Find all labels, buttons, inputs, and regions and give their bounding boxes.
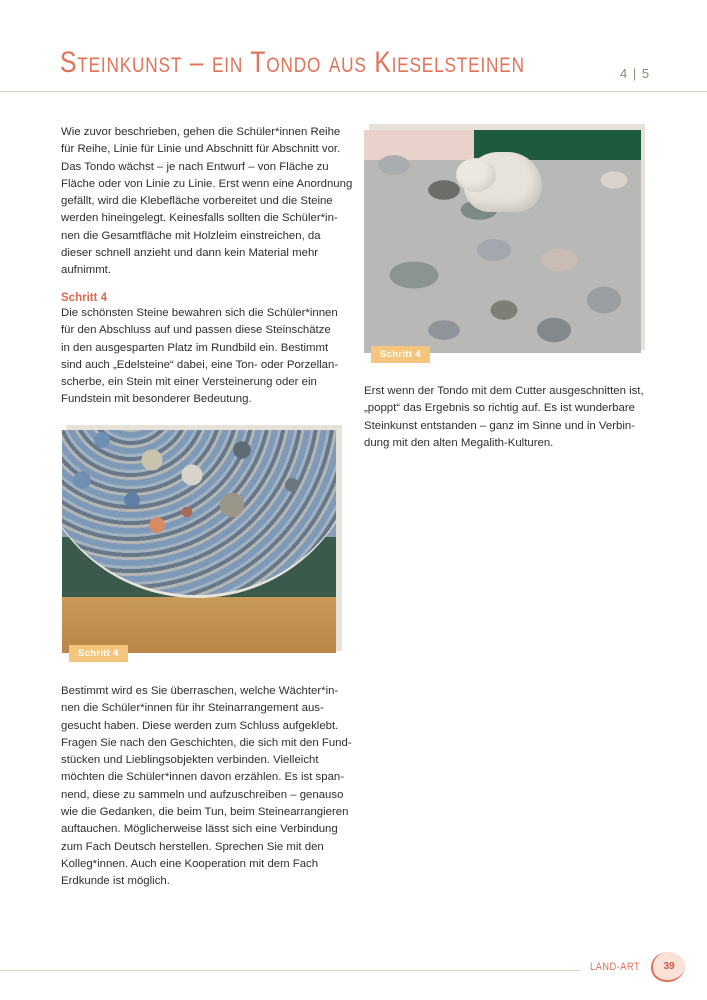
text-line: Fragen Sie nach den Geschichten, die sich mit den Fund- — [61, 736, 352, 749]
text-line: dung mit den alten Megalith-Kulturen. — [364, 436, 554, 449]
hippo-figurine-head — [456, 158, 496, 192]
right-paragraph — [364, 383, 644, 452]
text-line: nen die Gesamtfläche mit Holzleim einstreichen, da — [61, 229, 321, 242]
text-line: aufnimmt. — [61, 264, 112, 277]
page-number-badge — [651, 952, 685, 982]
text-line: für Reihe, Linie für Linie und Abschnitt für Abschnitt vor. — [61, 143, 341, 156]
step-heading: Schritt 4 — [61, 292, 108, 304]
text-line: stücken und Lieblingsobjekten verbinden. Vielleicht — [61, 754, 319, 767]
tondo-photo — [62, 430, 336, 653]
text-line: Fundstein mit besonderer Bedeutung. — [61, 393, 252, 406]
text-line: gesucht haben. Diese werden zum Schluss aufgeklebt. — [61, 719, 339, 732]
text-line: Steinkunst entstanden – ganz im Sinne und in Verbin- — [364, 419, 636, 432]
text-line: „poppt“ das Ergebnis so richtig auf. Es ist wunderbare — [364, 402, 635, 415]
step-badge: Schritt 4 — [69, 645, 128, 662]
text-line: Fläche oder von Linie zu Linie. Erst wenn eine Anordnung — [61, 177, 353, 190]
page-indicator: 4 | 5 — [620, 66, 651, 81]
text-line: Das Tondo wächst – je nach Entwurf – von Fläche zu — [61, 160, 329, 173]
text-line: nen die Schüler*innen für ihr Steinarrangement aus- — [61, 702, 324, 715]
text-line: sind auch „Edelsteine“ dabei, eine Ton- oder Porzellan- — [61, 358, 339, 371]
text-line: für den Abschluss auf und passen diese Steinschätze — [61, 324, 331, 337]
text-line: Die schönsten Steine bewahren sich die Schüler*innen — [61, 307, 338, 319]
closing-paragraph — [61, 683, 352, 891]
step-badge: Schritt 4 — [371, 346, 430, 363]
text-line: möchten die Schüler*innen davon erzählen. Es ist span- — [61, 771, 345, 784]
page-number: 39 — [663, 960, 675, 972]
step-paragraph — [61, 305, 338, 409]
section-label: LAND-ART — [590, 961, 640, 973]
text-line: zum Fach Deutsch herstellen. Sprechen Sie mit den — [61, 840, 324, 853]
header-divider — [0, 91, 707, 92]
text-line: in den ausgesparten Platz im Rundbild ein. Bestimmt — [61, 341, 329, 354]
text-line: Erst wenn der Tondo mit dem Cutter ausgeschnitten ist, — [364, 385, 644, 397]
text-line: werden hineingelegt. Keinesfalls sollten die Schüler*in- — [61, 212, 338, 225]
text-line: Bestimmt wird es Sie überraschen, welche Wächter*in- — [61, 685, 339, 697]
text-line: Kolleg*innen. Auch eine Kooperation mit dem Fach — [61, 857, 319, 870]
text-line: Wie zuvor beschrieben, gehen die Schüler*innen Reihe — [61, 126, 341, 138]
text-line: Erdkunde ist möglich. — [61, 875, 170, 888]
pebbles-hippo-photo — [364, 130, 641, 353]
text-line: dieser schnell anzieht und dann kein Material mehr — [61, 247, 319, 260]
text-line: nend, diese zu sammeln und aufzuschreiben – genauso — [61, 788, 344, 801]
page-title: Steinkunst – ein Tondo aus Kieselsteinen — [60, 46, 525, 79]
intro-paragraph — [61, 124, 352, 280]
text-line: gefällt, wird die Klebefläche vorbereitet und die Steine — [61, 195, 333, 208]
footer-divider — [0, 970, 580, 971]
text-line: wie die Gedanken, die beim Tun, beim Steinearrangieren — [61, 806, 349, 819]
tondo-pebble-mosaic — [62, 430, 336, 598]
text-line: auftauchen. Möglicherweise lässt sich eine Verbindung — [61, 823, 338, 836]
text-line: scherbe, ein Stein mit einer Versteinerung oder ein — [61, 376, 317, 389]
